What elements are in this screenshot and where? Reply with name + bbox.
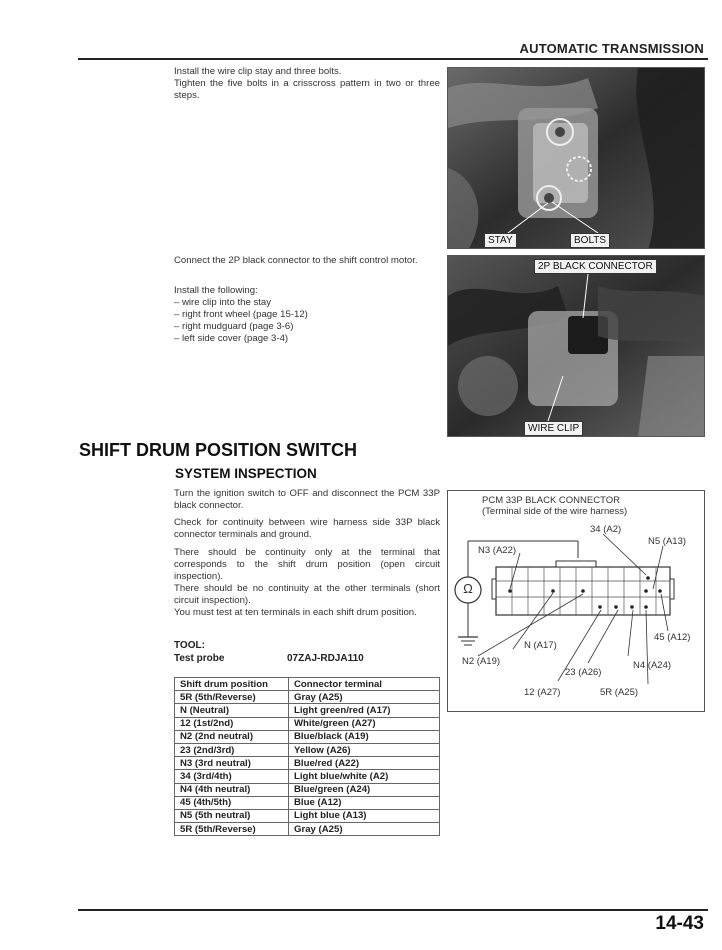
connector-label: 2P BLACK CONNECTOR [534, 259, 657, 274]
table-cell: 45 (4th/5th) [175, 796, 289, 809]
table-cell: Light green/red (A17) [289, 704, 440, 717]
table-cell: White/green (A27) [289, 717, 440, 730]
install-item: – right front wheel (page 15-12) [174, 309, 308, 320]
table-row [175, 809, 440, 822]
terminal-label-a22: N3 (A22) [478, 545, 517, 556]
photo-connector-image [448, 256, 705, 437]
table-cell: N (Neutral) [175, 704, 289, 717]
terminal-label-a26: 23 (A26) [565, 667, 602, 678]
inspection-p2: Check for continuity between wire harness side 33P black connector terminals and ground. [174, 517, 440, 540]
photo-connector [447, 255, 705, 437]
terminal-label-a17: N (A17) [524, 640, 557, 651]
table-cell: Light blue (A13) [289, 809, 440, 822]
table-header: Shift drum position [175, 678, 289, 691]
table-cell: Light blue/white (A2) [289, 770, 440, 783]
table-cell: Gray (A25) [289, 691, 440, 704]
connector-diagram-drawing [448, 491, 706, 713]
footer-rule [78, 909, 708, 911]
inspection-p5: You must test at ten terminals in each shift drum position. [174, 607, 417, 618]
table-cell: Yellow (A26) [289, 743, 440, 756]
table-cell: Blue/red (A22) [289, 757, 440, 770]
table-cell: Blue/black (A19) [289, 730, 440, 743]
install-item: – wire clip into the stay [174, 297, 272, 308]
table-row [175, 691, 440, 704]
install-item: – right mudguard (page 3-6) [174, 321, 294, 332]
table-cell: N5 (5th neutral) [175, 809, 289, 822]
chapter-title: AUTOMATIC TRANSMISSION [519, 41, 704, 56]
table-cell: N4 (4th neutral) [175, 783, 289, 796]
table-header-row [175, 678, 440, 691]
table-cell: 5R (5th/Reverse) [175, 823, 289, 836]
step2-install-list [174, 285, 440, 345]
stay-label: STAY [484, 233, 517, 248]
table-header: Connector terminal [289, 678, 440, 691]
step1-line: Tighten the five bolts in a crisscross pattern in two or three steps. [174, 78, 440, 101]
page-number: 14-43 [655, 913, 704, 934]
diagram-title: PCM 33P BLACK CONNECTOR [482, 495, 620, 506]
tool-name: Test probe [174, 653, 225, 664]
wire-clip-label: WIRE CLIP [524, 421, 583, 436]
subsection-title: SYSTEM INSPECTION [175, 466, 317, 481]
tool-heading: TOOL: [174, 640, 205, 651]
bolts-label: BOLTS [570, 233, 610, 248]
terminal-label-a12: 45 (A12) [654, 632, 691, 643]
table-cell: 34 (3rd/4th) [175, 770, 289, 783]
table-cell: 12 (1st/2nd) [175, 717, 289, 730]
tool-part-number: 07ZAJ-RDJA110 [287, 653, 364, 664]
install-item: – left side cover (page 3-4) [174, 333, 289, 344]
table-cell: Blue/green (A24) [289, 783, 440, 796]
terminal-label-a2: 34 (A2) [590, 524, 622, 535]
photo-stay-bolts [447, 67, 705, 249]
inspection-p3: There should be continuity only at the terminal that corresponds to the shift drum position (open circuit inspection). [174, 547, 440, 582]
table-row [175, 783, 440, 796]
table-row [175, 743, 440, 756]
step1-text [174, 66, 440, 102]
ohm-symbol: Ω [463, 581, 473, 596]
table-cell: N2 (2nd neutral) [175, 730, 289, 743]
table-row [175, 704, 440, 717]
terminal-label-a19: N2 (A19) [462, 656, 501, 667]
table-row [175, 770, 440, 783]
table-cell: Gray (A25) [289, 823, 440, 836]
table-row [175, 796, 440, 809]
terminal-label-a25: 5R (A25) [600, 687, 639, 698]
table-row [175, 757, 440, 770]
diagram-subtitle: (Terminal side of the wire harness) [482, 506, 628, 517]
table-cell: N3 (3rd neutral) [175, 757, 289, 770]
install-intro: Install the following: [174, 285, 258, 296]
terminal-table [174, 677, 440, 836]
terminal-label-a27: 12 (A27) [524, 687, 561, 698]
step1-line: Install the wire clip stay and three bolts. [174, 66, 342, 77]
section-title: SHIFT DRUM POSITION SWITCH [79, 440, 357, 460]
table-row [175, 717, 440, 730]
photo-stay-bolts-image [448, 68, 705, 249]
table-cell: Blue (A12) [289, 796, 440, 809]
inspection-p4: There should be no continuity at the other terminals (short circuit inspection). [174, 583, 440, 606]
header-rule [78, 58, 708, 60]
inspection-p1: Turn the ignition switch to OFF and disconnect the PCM 33P black connector. [174, 488, 440, 511]
table-cell: 5R (5th/Reverse) [175, 691, 289, 704]
step2-connect-text: Connect the 2P black connector to the shift control motor. [174, 255, 418, 266]
table-row [175, 730, 440, 743]
table-row [175, 823, 440, 836]
terminal-label-a13: N5 (A13) [648, 536, 687, 547]
table-cell: 23 (2nd/3rd) [175, 743, 289, 756]
terminal-label-a24: N4 (A24) [633, 660, 672, 671]
connector-diagram [447, 490, 705, 712]
